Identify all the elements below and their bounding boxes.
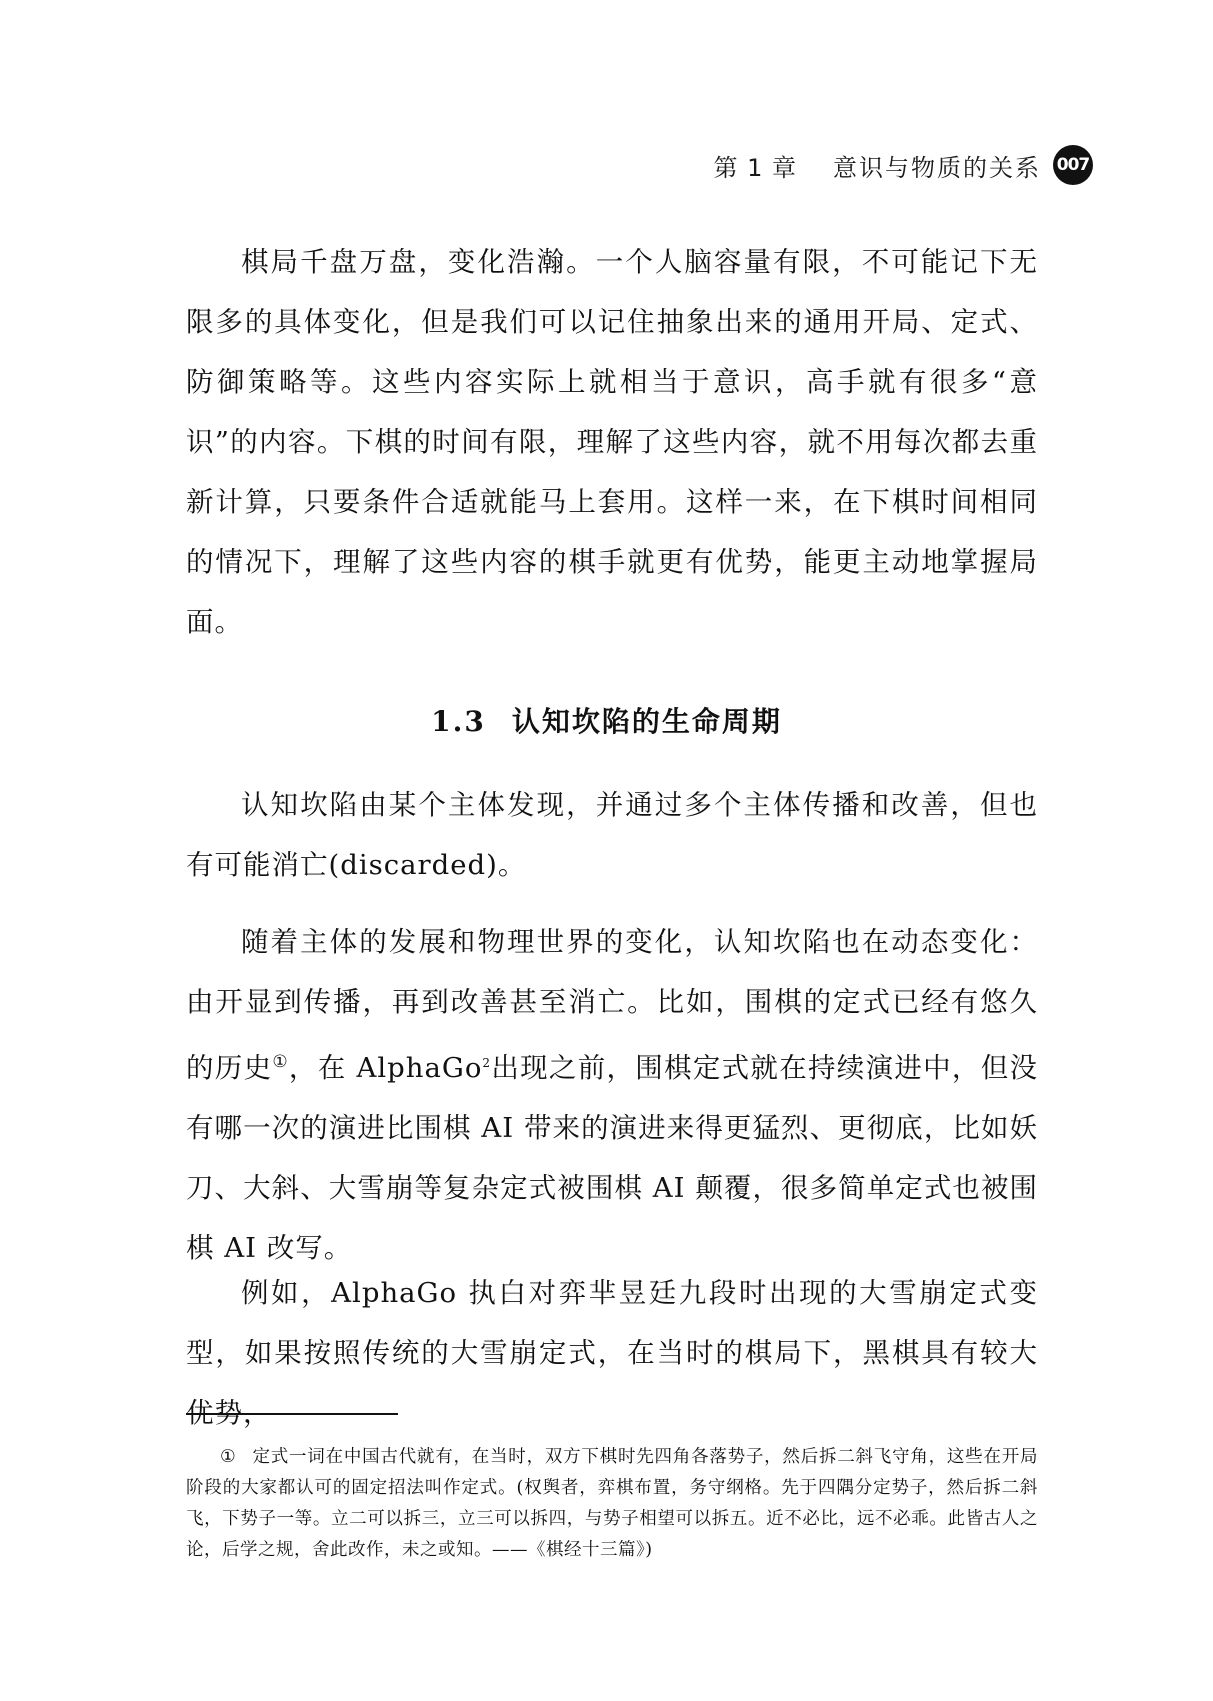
section-title: 认知坎陷的生命周期 <box>511 705 782 738</box>
footnote <box>186 1442 1038 1566</box>
endnote-reference[interactable]: 2 <box>482 1056 492 1070</box>
page-number: 007 <box>1053 145 1093 185</box>
body-paragraph <box>186 912 1038 1278</box>
footnote-mark: ① <box>220 1447 237 1467</box>
body-paragraph: 例如，AlphaGo 执白对弈芈昱廷九段时出现的大雪崩定式变型，如果按照传统的大雪崩定式，在当时的棋局下，黑棋具有较大优势， <box>186 1277 1038 1429</box>
running-header <box>713 140 1093 190</box>
paragraph-text: 随着主体的发展和物理世界的变化，认知坎陷也在动态变化：由开显到传播，再到改善甚至消亡。比如，围棋的定式已经有悠久的历史 <box>186 926 1038 1085</box>
footnote-divider <box>186 1413 398 1415</box>
body-paragraph: 认知坎陷由某个主体发现，并通过多个主体传播和改善，但也有可能消亡(discarded)。 <box>186 789 1038 881</box>
paragraph-text: ，在 AlphaGo <box>288 1052 483 1085</box>
section-number: 1.3 <box>431 705 486 738</box>
body-paragraph: 棋局千盘万盘，变化浩瀚。一个人脑容量有限，不可能记下无限多的具体变化，但是我们可以记住抽象出来的通用开局、定式、防御策略等。这些内容实际上就相当于意识，高手就有很多“意识”的内容。下棋的时间有限，理解了这些内容，就不用每次都去重新计算，只要条件合适就能马上套用。这样一来，在下棋时间相同的情况下，理解了这些内容的棋手就更有优势，能更主动地掌握局面。 <box>186 246 1038 638</box>
section-heading <box>0 700 1213 740</box>
chapter-title: 意识与物质的关系 <box>833 153 1041 182</box>
footnote-text: 定式一词在中国古代就有，在当时，双方下棋时先四角各落势子，然后拆二斜飞守角，这些在开局阶段的大家都认可的固定招法叫作定式。(权舆者，弈棋布置，务守纲格。先于四隅分定势子，然后拆二斜飞，下势子一等。立二可以拆三，立三可以拆四，与势子相望可以拆五。近不必比，远不必乖。此皆古人之论，后学之规，舍此改作，未之或知。——《棋经十三篇》) <box>186 1447 1038 1560</box>
footnote-reference[interactable]: ① <box>272 1052 289 1072</box>
paragraph-text: 出现之前，围棋定式就在持续演进中，但没有哪一次的演进比围棋 AI 带来的演进来得更猛烈、更彻底，比如妖刀、大斜、大雪崩等复杂定式被围棋 AI 颠覆，很多简单定式也被围棋 AI 改写。 <box>186 1052 1039 1265</box>
chapter-label: 第 1 章 <box>713 153 797 182</box>
